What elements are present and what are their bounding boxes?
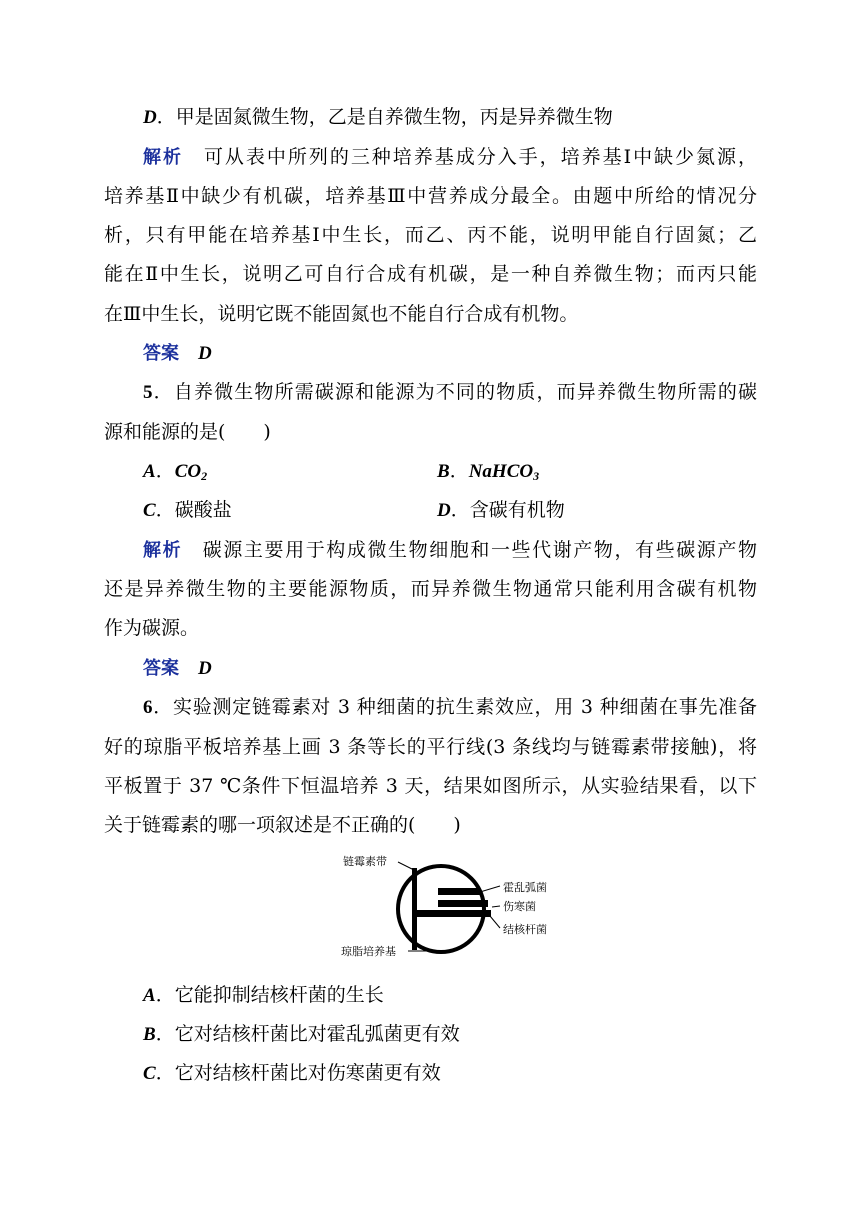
q5-option-a: A．$CO_2$ [143,460,208,483]
option-text: 甲是固氮微生物，乙是自养微生物，丙是异养微生物 [175,106,613,128]
analysis-label: 解析 [143,147,183,168]
streak-typhoid [438,900,488,907]
answer-value: D [198,658,212,679]
q5-option-b: B．NaHCO$_3$ [437,460,540,483]
label-streptomycin: 链霉素带 [343,855,387,868]
streak-tb [417,910,491,917]
petri-dish-figure [340,850,570,962]
q6-line-1: 6．实验测定链霉素对 3 种细菌的抗生素效应，用 3 种细菌在事先准备 [143,696,757,718]
analysis1-line-5: 在Ⅲ中生长，说明它既不能固氮也不能自行合成有机物。 [104,303,579,325]
answer-label: 答案 [143,658,179,679]
label-typhoid: 伤寒菌 [503,900,536,913]
answer2 [143,656,212,681]
q6-option-a: A．它能抑制结核杆菌的生长 [143,984,384,1006]
q6-line-2: 好的琼脂平板培养基上画 3 条等长的平行线(3 条线均与链霉素带接触)，将 [104,736,757,758]
analysis1-line-2: 培养基Ⅱ中缺少有机碳，培养基Ⅲ中营养成分最全。由题中所给的情况分 [104,185,757,207]
q6-option-c: C．它对结核杆菌比对伤寒菌更有效 [143,1062,441,1084]
petri-dish [398,866,484,952]
answer1 [143,341,212,366]
option-letter: D [143,107,157,128]
answer-label: 答案 [143,343,179,364]
label-agar: 琼脂培养基 [341,945,396,958]
prev-option-d: D．甲是固氮微生物，乙是自养微生物，丙是异养微生物 [143,106,613,128]
q5-option-c: C．碳酸盐 [143,499,232,521]
label-cholera: 霍乱弧菌 [503,881,547,894]
analysis2-line-1: 解析 碳源主要用于构成微生物细胞和一些代谢产物，有些碳源产物 [143,539,757,561]
analysis2-line-3: 作为碳源。 [104,617,200,639]
analysis-label: 解析 [143,540,183,561]
streak-cholera [438,888,480,895]
q6-line-3: 平板置于 37 ℃条件下恒温培养 3 天，结果如图所示，从实验结果看，以下 [104,775,757,797]
analysis1-line-3: 析，只有甲能在培养基Ⅰ中生长，而乙、丙不能，说明甲能自行固氮；乙 [104,224,757,246]
q6-line-4: 关于链霉素的哪一项叙述是不正确的( ) [104,814,461,836]
question-number: 6 [143,697,153,718]
analysis2-line-2: 还是异养微生物的主要能源物质，而异养微生物通常只能利用含碳有机物 [104,578,757,600]
label-tb: 结核杆菌 [503,923,547,936]
q5-line-1: 5．自养微生物所需碳源和能源为不同的物质，而异养微生物所需的碳 [143,381,757,403]
analysis1-line-4: 能在Ⅱ中生长，说明乙可自行合成有机碳，是一种自养微生物；而丙只能 [104,263,757,285]
streptomycin-band [412,868,417,950]
answer-value: D [198,343,212,364]
q6-option-b: B．它对结核杆菌比对霍乱弧菌更有效 [143,1023,460,1045]
q5-option-d: D．含碳有机物 [437,499,565,521]
analysis1-line-1: 解析 可从表中所列的三种培养基成分入手，培养基Ⅰ中缺少氮源， [143,146,757,168]
question-number: 5 [143,382,153,403]
q5-line-2: 源和能源的是( ) [104,421,271,443]
